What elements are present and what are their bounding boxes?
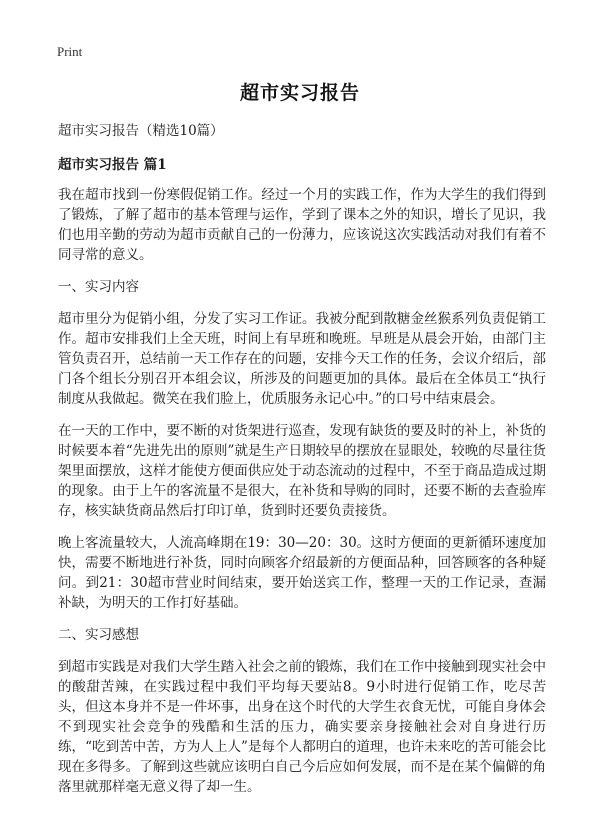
document-title: 超市实习报告 bbox=[239, 82, 360, 104]
document-body bbox=[58, 121, 546, 809]
paragraph-content-1: 超市里分为促销小组，分发了实习工作证。我被分配到散糖金丝猴系列负责促销工作。超市安排我们上全天班，时间上有早班和晚班。早班是从晨会开始，由部门主管负责召开，总结前一天工作存在的问题，安排今天工作的任务，会议介绍后，部门各个组长分别召开本组会议，所涉及的问题更加的具体。最后在全体员工“执行制度从我做起。微笑在我们脸上，优质服务永记心中。”的口号中结束晨会。 bbox=[58, 311, 546, 407]
section-heading: 超市实习报告 篇1 bbox=[58, 157, 167, 173]
document-subtitle: 超市实习报告（精选10篇） bbox=[58, 123, 224, 139]
paragraph-content-2: 在一天的工作中，要不断的对货架进行巡查，发现有缺货的要及时的补上，补货的时候要本着“先进先出的原则”就是生产日期较早的摆放在显眼处，较晚的尽量往货架里面摆放，这样才能使方便面供应处于动态流动的过程中，不至于商品造成过期的现象。由于上午的客流量不是很大，在补货和导购的同时，还要不断的去查验库存，核实缺货商品然后打印订单，货到时还要负责接货。 bbox=[58, 423, 546, 519]
subheading-internship-content: 一、实习内容 bbox=[58, 279, 139, 295]
paragraph-content-3: 晚上客流量较大，人流高峰期在19：30—20：30。这时方便面的更新循环速度加快，需要不断地进行补货，同时向顾客介绍最新的方便面品种，回答顾客的各种疑问。到21：30超市营业时间结束，要开始送宾工作，整理一天的工作记录，查漏补缺，为明天的工作打好基础。 bbox=[58, 535, 546, 611]
paragraph-reflections: 到超市实践是对我们大学生踏入社会之前的锻炼，我们在工作中接触到现实社会中的酸甜苦辣，在实践过程中我们平均每天要站8。9小时进行促销工作，吃尽苦头，但这本身并不是一件坏事，出身在这个时代的大学生衣食无忧，可能自身体会不到现实社会竞争的残酷和生活的压力，确实要亲身接触社会对自身进行历练，“吃到苦中苦，方为人上人”是每个人都明白的道理，也许未来吃的苦可能会比现在多得多。了解到这些就应该明白自己今后应如何发展，而不是在某个偏僻的角落里就那样毫无意义得了却一生。 bbox=[58, 659, 546, 795]
paragraph-intro: 我在超市找到一份寒假促销工作。经过一个月的实践工作，作为大学生的我们得到了锻炼，了解了超市的基本管理与运作，学到了课本之外的知识，增长了见识，我们也用辛勤的劳动为超市贡献自己的一份薄力，应该说这次实践活动对我们有着不同寻常的意义。 bbox=[58, 187, 546, 263]
print-link[interactable]: Print bbox=[57, 44, 83, 59]
subheading-internship-reflections: 二、实习感想 bbox=[58, 627, 139, 643]
